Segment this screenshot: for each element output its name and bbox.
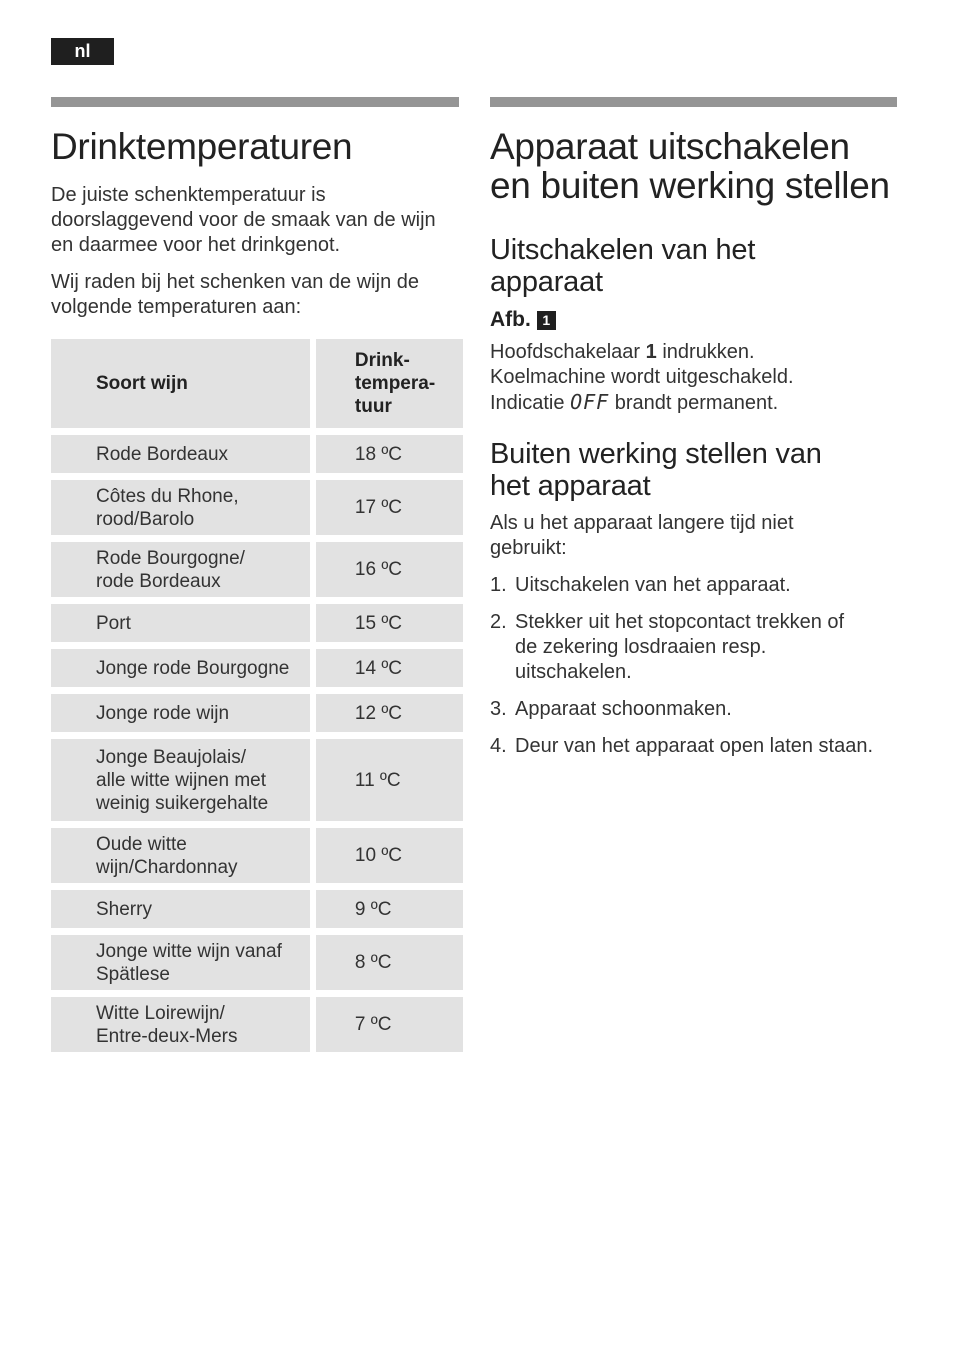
wine-name-cell: Jonge Beaujolais/ alle witte wijnen met weinig suikergehalte bbox=[51, 739, 310, 821]
table-row bbox=[51, 739, 463, 821]
step-number: 3. bbox=[490, 698, 507, 720]
temperature-cell: 15 ºC bbox=[316, 604, 463, 642]
wine-name-cell: Sherry bbox=[51, 890, 310, 928]
section-rule bbox=[51, 97, 459, 107]
temperature-cell: 16 ºC bbox=[316, 542, 463, 597]
table-row bbox=[51, 435, 463, 473]
table-row bbox=[51, 890, 463, 928]
section-intro: Als u het apparaat langere tijd niet gebruikt: bbox=[490, 512, 794, 559]
wine-name-cell: Jonge rode wijn bbox=[51, 694, 310, 732]
section-heading-uitschakelen: Apparaat uitschakelen en buiten werking stellen bbox=[490, 126, 890, 206]
section-heading-drinktemperaturen: Drinktemperaturen bbox=[51, 126, 353, 167]
left-column bbox=[51, 97, 463, 1059]
list-item bbox=[490, 734, 897, 759]
intro-paragraph-2: Wij raden bij het schenken van de wijn de volgende temperaturen aan: bbox=[51, 271, 419, 318]
temperature-cell: 18 ºC bbox=[316, 435, 463, 473]
table-row bbox=[51, 480, 463, 535]
instruction-line: Koelmachine wordt uitgeschakeld. bbox=[490, 366, 794, 388]
step-text: Stekker uit het stopcontact trekken of de zekering losdraaien resp. uitschakelen. bbox=[515, 611, 845, 683]
step-number: 4. bbox=[490, 735, 507, 757]
step-text: Apparaat schoonmaken. bbox=[515, 698, 732, 720]
temperature-cell: 10 ºC bbox=[316, 828, 463, 883]
temperature-cell: 12 ºC bbox=[316, 694, 463, 732]
temperature-cell: 14 ºC bbox=[316, 649, 463, 687]
table-row bbox=[51, 542, 463, 597]
temperature-cell: 17 ºC bbox=[316, 480, 463, 535]
instruction-text: Indicatie bbox=[490, 392, 571, 414]
table-row bbox=[51, 997, 463, 1052]
display-off-indicator: OFF bbox=[570, 390, 610, 414]
wine-temperature-table bbox=[45, 332, 469, 1059]
figure-reference bbox=[490, 308, 897, 332]
steps-list bbox=[490, 573, 897, 759]
table-row bbox=[51, 604, 463, 642]
figure-number-box: 1 bbox=[537, 311, 556, 330]
table-row bbox=[51, 694, 463, 732]
table-row bbox=[51, 649, 463, 687]
wine-name-cell: Rode Bordeaux bbox=[51, 435, 310, 473]
table-row bbox=[51, 828, 463, 883]
instruction-text: Hoofdschakelaar bbox=[490, 341, 646, 363]
instruction-line bbox=[490, 390, 897, 416]
temperature-cell: 7 ºC bbox=[316, 997, 463, 1052]
main-switch-number: 1 bbox=[645, 341, 657, 363]
list-item bbox=[490, 610, 897, 685]
table-row bbox=[51, 935, 463, 990]
temperature-cell: 9 ºC bbox=[316, 890, 463, 928]
header-drink-temperature: Drink- tempera- tuur bbox=[316, 339, 463, 428]
temperature-cell: 11 ºC bbox=[316, 739, 463, 821]
step-text: Uitschakelen van het apparaat. bbox=[515, 574, 791, 596]
wine-name-cell: Rode Bourgogne/ rode Bordeaux bbox=[51, 542, 310, 597]
right-column bbox=[490, 97, 897, 771]
table-header-row bbox=[51, 339, 463, 428]
intro-paragraph: De juiste schenktemperatuur is doorslaggevend voor de smaak van de wijn en daarmee voor het drinkgenot. bbox=[51, 184, 436, 256]
subsection-heading-uitschakelen: Uitschakelen van het apparaat bbox=[490, 234, 756, 298]
step-number: 2. bbox=[490, 611, 507, 633]
instruction-line bbox=[490, 340, 897, 365]
instruction-text: brandt permanent. bbox=[609, 392, 779, 414]
wine-name-cell: Witte Loirewijn/ Entre-deux-Mers bbox=[51, 997, 310, 1052]
language-badge: nl bbox=[51, 38, 114, 65]
list-item bbox=[490, 573, 897, 598]
wine-name-cell: Port bbox=[51, 604, 310, 642]
subsection-heading-buiten-werking: Buiten werking stellen van het apparaat bbox=[490, 438, 822, 502]
section-rule bbox=[490, 97, 897, 107]
wine-name-cell: Côtes du Rhone, rood/Barolo bbox=[51, 480, 310, 535]
temperature-cell: 8 ºC bbox=[316, 935, 463, 990]
step-number: 1. bbox=[490, 574, 507, 596]
wine-name-cell: Jonge witte wijn vanaf Spätlese bbox=[51, 935, 310, 990]
list-item bbox=[490, 697, 897, 722]
instruction-text: indrukken. bbox=[656, 341, 755, 363]
header-wine-type: Soort wijn bbox=[51, 339, 310, 428]
figure-label: Afb. bbox=[490, 308, 531, 331]
wine-name-cell: Oude witte wijn/Chardonnay bbox=[51, 828, 310, 883]
wine-name-cell: Jonge rode Bourgogne bbox=[51, 649, 310, 687]
step-text: Deur van het apparaat open laten staan. bbox=[515, 735, 874, 757]
